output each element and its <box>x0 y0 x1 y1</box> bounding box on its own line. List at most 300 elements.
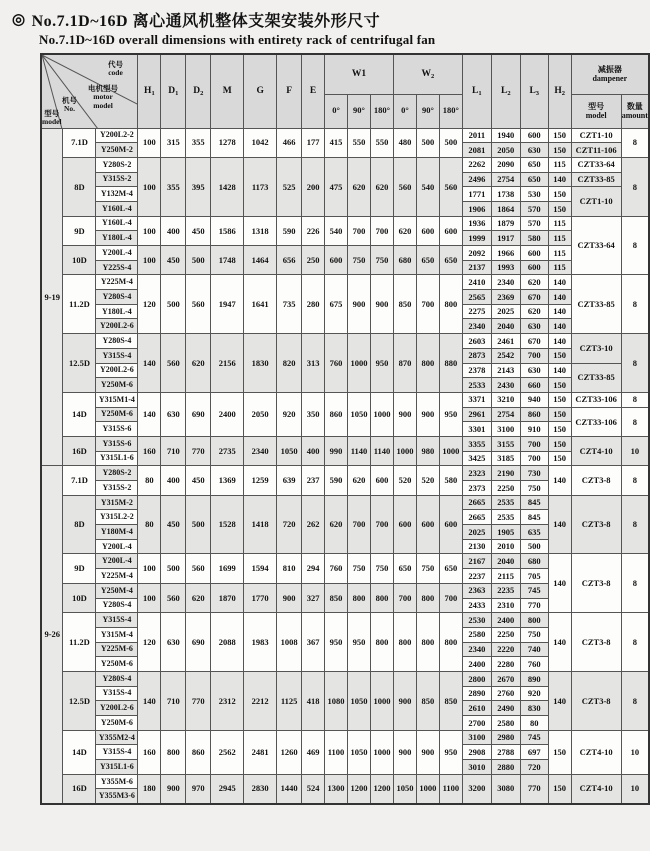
h2-cell: 140 <box>548 466 571 495</box>
dim-cell: 620 <box>186 334 211 393</box>
length-cell: 3371 <box>462 392 491 407</box>
dim-cell: 294 <box>302 554 325 583</box>
dim-cell: 760 <box>325 334 348 393</box>
dim-cell: 1000 <box>370 392 393 436</box>
table-row <box>41 128 649 143</box>
length-cell: 600 <box>520 260 548 275</box>
col-header-w2: $W_2$ <box>393 54 462 94</box>
motor-model-cell: Y315S-4 <box>96 745 138 760</box>
dim-cell: 880 <box>439 334 462 393</box>
table-row <box>41 613 649 628</box>
length-cell: 3100 <box>491 422 520 437</box>
length-cell: 845 <box>520 495 548 510</box>
dim-cell: 500 <box>416 128 439 157</box>
length-cell: 2130 <box>462 539 491 554</box>
dim-cell: 620 <box>348 466 371 495</box>
dim-cell: 1200 <box>348 774 371 803</box>
h2-cell: 140 <box>548 304 571 319</box>
dim-cell: 1000 <box>348 334 371 393</box>
length-cell: 2025 <box>462 525 491 540</box>
dim-cell: 480 <box>393 128 416 157</box>
h2-cell: 140 <box>548 275 571 290</box>
length-cell: 670 <box>520 290 548 305</box>
length-cell: 2262 <box>462 157 491 172</box>
dim-cell: 900 <box>416 730 439 774</box>
length-cell: 2535 <box>491 495 520 510</box>
dim-cell: 590 <box>277 216 302 245</box>
dim-cell: 140 <box>138 334 161 393</box>
h2-cell: 140 <box>548 363 571 378</box>
motor-model-cell: Y315M-4 <box>96 627 138 642</box>
dim-cell: 990 <box>325 436 348 465</box>
fan-no-cell: 14D <box>63 392 96 436</box>
dim-cell: 367 <box>302 613 325 672</box>
dim-cell: 237 <box>302 466 325 495</box>
length-cell: 2760 <box>491 686 520 701</box>
dim-cell: 100 <box>138 554 161 583</box>
length-cell: 570 <box>520 216 548 231</box>
motor-model-cell: Y200L-4 <box>96 246 138 261</box>
motor-model-cell: Y315S-4 <box>96 348 138 363</box>
length-cell: 2788 <box>491 745 520 760</box>
dim-cell: 950 <box>348 613 371 672</box>
dim-cell: 750 <box>348 554 371 583</box>
dim-cell: 750 <box>416 554 439 583</box>
length-cell: 1940 <box>491 128 520 143</box>
h2-cell: 150 <box>548 378 571 393</box>
length-cell: 720 <box>520 760 548 775</box>
length-cell: 2237 <box>462 569 491 584</box>
length-cell: 2535 <box>491 510 520 525</box>
dim-cell: 500 <box>186 246 211 275</box>
length-cell: 2340 <box>462 319 491 334</box>
dim-cell: 1586 <box>211 216 244 245</box>
length-cell: 570 <box>520 201 548 216</box>
h2-cell: 115 <box>548 260 571 275</box>
length-cell: 845 <box>520 510 548 525</box>
dim-cell: 475 <box>325 157 348 216</box>
damper-amount-cell: 8 <box>621 613 649 672</box>
motor-model-cell: Y200L-4 <box>96 554 138 569</box>
col-header-degree: 0° <box>393 94 416 128</box>
dim-cell: 580 <box>439 466 462 495</box>
dim-cell: 100 <box>138 157 161 216</box>
dim-cell: 520 <box>416 466 439 495</box>
dim-cell: 1428 <box>211 157 244 216</box>
dim-cell: 800 <box>161 730 186 774</box>
length-cell: 2275 <box>462 304 491 319</box>
table-row <box>41 216 649 231</box>
length-cell: 2250 <box>491 481 520 496</box>
dim-cell: 710 <box>161 436 186 465</box>
table-row <box>41 671 649 686</box>
dim-cell: 675 <box>325 275 348 334</box>
dim-cell: 1318 <box>244 216 277 245</box>
length-cell: 3425 <box>462 451 491 466</box>
motor-model-cell: Y225S-4 <box>96 260 138 275</box>
dim-cell: 850 <box>439 671 462 730</box>
fan-no-cell: 10D <box>63 583 96 612</box>
length-cell: 1879 <box>491 216 520 231</box>
dim-cell: 850 <box>393 275 416 334</box>
dim-cell: 100 <box>138 128 161 157</box>
dim-cell: 1000 <box>370 730 393 774</box>
length-cell: 2542 <box>491 348 520 363</box>
length-cell: 3200 <box>462 774 491 803</box>
length-cell: 2603 <box>462 334 491 349</box>
dim-cell: 177 <box>302 128 325 157</box>
col-header-h1: $H_1$ <box>138 54 161 128</box>
dim-cell: 2481 <box>244 730 277 774</box>
dim-cell: 560 <box>186 275 211 334</box>
length-cell: 3010 <box>462 760 491 775</box>
fan-no-cell: 8D <box>63 495 96 554</box>
dim-cell: 262 <box>302 495 325 554</box>
h2-cell: 140 <box>548 172 571 187</box>
h2-cell: 150 <box>548 392 571 407</box>
dim-cell: 1369 <box>211 466 244 495</box>
fan-no-cell: 14D <box>63 730 96 774</box>
dim-cell: 590 <box>325 466 348 495</box>
damper-amount-cell: 10 <box>621 730 649 774</box>
damper-amount-cell: 8 <box>621 407 649 436</box>
dim-cell: 620 <box>393 216 416 245</box>
dim-cell: 1641 <box>244 275 277 334</box>
dim-cell: 1260 <box>277 730 302 774</box>
dim-cell: 620 <box>186 583 211 612</box>
dim-cell: 1259 <box>244 466 277 495</box>
dim-cell: 920 <box>277 392 302 436</box>
length-cell: 2665 <box>462 510 491 525</box>
length-cell: 1993 <box>491 260 520 275</box>
length-cell: 2115 <box>491 569 520 584</box>
damper-amount-cell: 8 <box>621 466 649 495</box>
dim-cell: 680 <box>393 246 416 275</box>
length-cell: 500 <box>520 539 548 554</box>
dim-cell: 1440 <box>277 774 302 803</box>
page-title-zh <box>12 8 650 31</box>
damper-model-cell: CZT4-10 <box>571 436 621 465</box>
length-cell: 530 <box>520 187 548 202</box>
fan-no-cell: 10D <box>63 246 96 275</box>
damper-model-cell: CZT1-10 <box>571 128 621 143</box>
motor-model-cell: Y160L-4 <box>96 216 138 231</box>
dim-cell: 720 <box>277 495 302 554</box>
fan-no-cell: 11.2D <box>63 275 96 334</box>
dim-cell: 700 <box>370 495 393 554</box>
length-cell: 2580 <box>462 627 491 642</box>
dim-cell: 1140 <box>348 436 371 465</box>
damper-amount-cell: 10 <box>621 774 649 803</box>
length-cell: 2461 <box>491 334 520 349</box>
dim-cell: 100 <box>138 583 161 612</box>
dim-cell: 313 <box>302 334 325 393</box>
dim-cell: 800 <box>370 583 393 612</box>
length-cell: 2363 <box>462 583 491 598</box>
fan-no-cell: 7.1D <box>63 466 96 495</box>
damper-amount-cell: 8 <box>621 671 649 730</box>
dim-cell: 2735 <box>211 436 244 465</box>
length-cell: 940 <box>520 392 548 407</box>
h2-cell: 150 <box>548 422 571 437</box>
title-zh-text: No.7.1D~16D 离心通风机整体支架安装外形尺寸 <box>31 13 381 30</box>
dim-cell: 620 <box>325 495 348 554</box>
length-cell: 3155 <box>491 436 520 451</box>
col-header-m: M <box>211 54 244 128</box>
table-row <box>41 436 649 451</box>
motor-model-cell: Y315S-4 <box>96 686 138 701</box>
dim-cell: 550 <box>370 128 393 157</box>
dim-cell: 900 <box>348 275 371 334</box>
length-cell: 3080 <box>491 774 520 803</box>
length-cell: 2908 <box>462 745 491 760</box>
table-header <box>41 54 649 128</box>
dim-cell: 970 <box>186 774 211 803</box>
length-cell: 2873 <box>462 348 491 363</box>
dim-cell: 1050 <box>393 774 416 803</box>
dim-cell: 600 <box>416 495 439 554</box>
length-cell: 2490 <box>491 701 520 716</box>
table-row <box>41 275 649 290</box>
length-cell: 2250 <box>491 627 520 642</box>
dim-cell: 395 <box>186 157 211 216</box>
dim-cell: 1050 <box>348 392 371 436</box>
h2-cell: 150 <box>548 128 571 143</box>
length-cell: 2373 <box>462 481 491 496</box>
dim-cell: 525 <box>277 157 302 216</box>
dim-cell: 560 <box>161 583 186 612</box>
length-cell: 2800 <box>462 671 491 686</box>
fan-no-cell: 11.2D <box>63 613 96 672</box>
dim-cell: 560 <box>186 554 211 583</box>
dim-cell: 1080 <box>325 671 348 730</box>
length-cell: 1966 <box>491 246 520 261</box>
dim-cell: 2312 <box>211 671 244 730</box>
length-cell: 620 <box>520 304 548 319</box>
dim-cell: 80 <box>138 466 161 495</box>
dim-cell: 540 <box>325 216 348 245</box>
dim-cell: 355 <box>161 157 186 216</box>
dim-cell: 1830 <box>244 334 277 393</box>
h2-cell: 150 <box>548 730 571 774</box>
dim-cell: 900 <box>277 583 302 612</box>
fan-no-cell: 12.5D <box>63 334 96 393</box>
damper-model-cell: CZT3-10 <box>571 334 621 363</box>
length-cell: 2167 <box>462 554 491 569</box>
h2-cell: 150 <box>548 348 571 363</box>
length-cell: 630 <box>520 143 548 158</box>
motor-model-cell: Y315L1-6 <box>96 760 138 775</box>
col-header-degree: 180° <box>439 94 462 128</box>
dim-cell: 100 <box>138 216 161 245</box>
damper-amount-cell: 10 <box>621 436 649 465</box>
damper-amount-cell: 8 <box>621 157 649 216</box>
dim-cell: 100 <box>138 246 161 275</box>
damper-amount-cell: 8 <box>621 334 649 393</box>
group-label-cell: 9-26 <box>41 466 63 804</box>
dim-cell: 2830 <box>244 774 277 803</box>
motor-model-cell: Y132M-4 <box>96 187 138 202</box>
length-cell: 700 <box>520 348 548 363</box>
motor-model-cell: Y315L1-6 <box>96 451 138 466</box>
table-row <box>41 157 649 172</box>
fan-no-cell: 9D <box>63 216 96 245</box>
dim-cell: 500 <box>186 495 211 554</box>
length-cell: 697 <box>520 745 548 760</box>
dim-cell: 200 <box>302 157 325 216</box>
length-cell: 1738 <box>491 187 520 202</box>
length-cell: 2496 <box>462 172 491 187</box>
dim-cell: 600 <box>370 466 393 495</box>
motor-model-cell: Y280S-2 <box>96 466 138 481</box>
length-cell: 2137 <box>462 260 491 275</box>
motor-model-cell: Y225M-6 <box>96 642 138 657</box>
length-cell: 830 <box>520 701 548 716</box>
length-cell: 2040 <box>491 319 520 334</box>
fan-no-cell: 7.1D <box>63 128 96 157</box>
motor-model-cell: Y250M-6 <box>96 657 138 672</box>
length-cell: 2323 <box>462 466 491 481</box>
length-cell: 670 <box>520 334 548 349</box>
motor-model-cell: Y315M-2 <box>96 495 138 510</box>
dim-cell: 650 <box>416 246 439 275</box>
dim-cell: 600 <box>393 495 416 554</box>
dim-cell: 180 <box>138 774 161 803</box>
dim-cell: 120 <box>138 613 161 672</box>
length-cell: 580 <box>520 231 548 246</box>
length-cell: 3100 <box>462 730 491 745</box>
length-cell: 760 <box>520 657 548 672</box>
dim-cell: 950 <box>325 613 348 672</box>
motor-model-cell: Y355M2-4 <box>96 730 138 745</box>
h2-cell: 115 <box>548 216 571 231</box>
dim-cell: 1983 <box>244 613 277 672</box>
table-row <box>41 730 649 745</box>
dim-cell: 80 <box>138 495 161 554</box>
length-cell: 3301 <box>462 422 491 437</box>
dim-cell: 2212 <box>244 671 277 730</box>
dim-cell: 1008 <box>277 613 302 672</box>
table-row <box>41 392 649 407</box>
dim-cell: 1278 <box>211 128 244 157</box>
damper-model-cell: CZT33-85 <box>571 172 621 187</box>
damper-amount-cell: 8 <box>621 495 649 554</box>
dim-cell: 950 <box>439 730 462 774</box>
length-cell: 2670 <box>491 671 520 686</box>
length-cell: 1864 <box>491 201 520 216</box>
length-cell: 2050 <box>491 143 520 158</box>
length-cell: 740 <box>520 642 548 657</box>
length-cell: 680 <box>520 554 548 569</box>
dim-cell: 650 <box>393 554 416 583</box>
dim-cell: 800 <box>439 275 462 334</box>
length-cell: 2700 <box>462 716 491 731</box>
fan-no-cell: 16D <box>63 436 96 465</box>
fan-no-cell: 9D <box>63 554 96 583</box>
dim-cell: 160 <box>138 730 161 774</box>
table-row <box>41 246 649 261</box>
dim-cell: 560 <box>161 334 186 393</box>
corner-motor-label: 电机型号 motor model <box>88 84 118 110</box>
motor-model-cell: Y315S-2 <box>96 481 138 496</box>
length-cell: 1905 <box>491 525 520 540</box>
length-cell: 745 <box>520 730 548 745</box>
length-cell: 80 <box>520 716 548 731</box>
h2-cell: 115 <box>548 246 571 261</box>
dim-cell: 400 <box>302 436 325 465</box>
h2-cell: 140 <box>548 613 571 672</box>
length-cell: 770 <box>520 598 548 613</box>
length-cell: 650 <box>520 157 548 172</box>
dim-cell: 760 <box>325 554 348 583</box>
dim-cell: 600 <box>325 246 348 275</box>
table-body <box>41 128 649 804</box>
dim-cell: 860 <box>186 730 211 774</box>
length-cell: 700 <box>520 436 548 451</box>
dim-cell: 1000 <box>439 436 462 465</box>
dim-cell: 620 <box>370 157 393 216</box>
dim-cell: 500 <box>161 275 186 334</box>
table-row <box>41 495 649 510</box>
dim-cell: 1100 <box>325 730 348 774</box>
motor-model-cell: Y180L-4 <box>96 231 138 246</box>
dim-cell: 500 <box>439 128 462 157</box>
dim-cell: 800 <box>416 334 439 393</box>
length-cell: 3210 <box>491 392 520 407</box>
length-cell: 2143 <box>491 363 520 378</box>
dim-cell: 280 <box>302 275 325 334</box>
motor-model-cell: Y180M-4 <box>96 525 138 540</box>
length-cell: 910 <box>520 422 548 437</box>
length-cell: 3185 <box>491 451 520 466</box>
dim-cell: 750 <box>370 246 393 275</box>
length-cell: 1936 <box>462 216 491 231</box>
damper-model-cell: CZT1-10 <box>571 187 621 216</box>
corner-header-cell <box>41 54 138 128</box>
length-cell: 2580 <box>491 716 520 731</box>
length-cell: 2190 <box>491 466 520 481</box>
dim-cell: 690 <box>186 613 211 672</box>
length-cell: 2011 <box>462 128 491 143</box>
dim-cell: 800 <box>416 613 439 672</box>
h2-cell: 140 <box>548 671 571 730</box>
length-cell: 2400 <box>462 657 491 672</box>
motor-model-cell: Y160L-4 <box>96 201 138 216</box>
dim-cell: 750 <box>370 554 393 583</box>
col-header-w1: W1 <box>325 54 394 94</box>
dim-cell: 450 <box>161 246 186 275</box>
length-cell: 705 <box>520 569 548 584</box>
length-cell: 2340 <box>462 642 491 657</box>
motor-model-cell: Y250M-2 <box>96 143 138 158</box>
dim-cell: 900 <box>161 774 186 803</box>
damper-amount-cell: 8 <box>621 275 649 334</box>
dim-cell: 226 <box>302 216 325 245</box>
motor-model-cell: Y200L2-2 <box>96 128 138 143</box>
table-row <box>41 554 649 569</box>
length-cell: 1906 <box>462 201 491 216</box>
col-header-l2: $L_2$ <box>491 54 520 128</box>
dim-cell: 560 <box>439 157 462 216</box>
h2-cell: 140 <box>548 290 571 305</box>
dim-cell: 466 <box>277 128 302 157</box>
dim-cell: 750 <box>348 246 371 275</box>
h2-cell: 140 <box>548 319 571 334</box>
dim-cell: 810 <box>277 554 302 583</box>
length-cell: 745 <box>520 583 548 598</box>
motor-model-cell: Y280S-4 <box>96 671 138 686</box>
length-cell: 2040 <box>491 554 520 569</box>
